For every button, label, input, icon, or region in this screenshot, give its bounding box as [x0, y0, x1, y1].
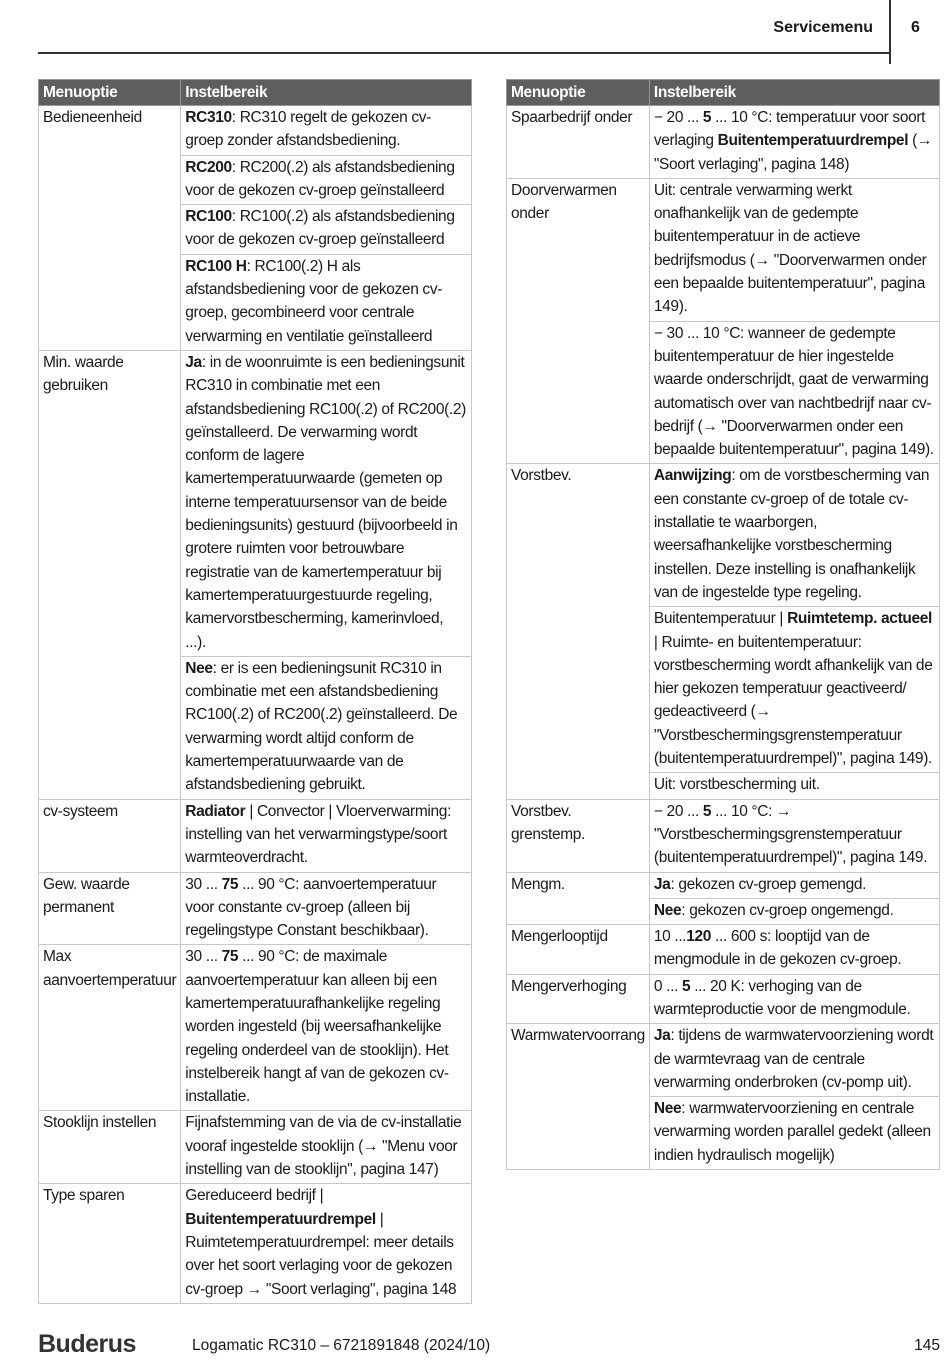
bold-value: RC200	[185, 158, 232, 176]
menu-option: Mengerlooptijd	[507, 925, 650, 975]
bold-value: 5	[702, 109, 712, 126]
bold-value: RC310	[185, 109, 232, 126]
text-segment: | Ruimtetemperatuurdrempel: meer details over het soort verlaging voor de gekozen cv-groep → "Soort verlaging", pagina 148	[185, 1210, 457, 1298]
bold-value: Buitentemperatuurdrempel	[717, 132, 909, 150]
text-segment: : RC310 regelt de gekozen cv-groep zonder afstandsbediening.	[185, 109, 431, 150]
setting-range	[181, 106, 472, 156]
header-title: Servicemenu	[773, 19, 873, 36]
bold-value: RC100 H	[185, 257, 247, 275]
menu-option: Gew. waarde permanent	[39, 872, 181, 945]
table-row	[507, 925, 940, 975]
setting-range	[649, 799, 939, 872]
menu-option: Max aanvoertemperatuur	[39, 945, 181, 1111]
table-row	[507, 106, 940, 179]
settings-table-right	[506, 79, 940, 1170]
text-segment: ... 600 s: looptijd van de mengmodule in de gekozen cv-groep.	[653, 928, 902, 969]
bold-value: Ja	[653, 875, 671, 893]
setting-range	[181, 205, 472, 255]
table-row	[39, 1184, 472, 1303]
setting-range	[649, 321, 939, 464]
text-segment: : RC200(.2) als afstandsbediening voor de gekozen cv-groep geïnstalleerd	[185, 158, 455, 199]
setting-range	[649, 872, 939, 898]
bold-value: 75	[221, 875, 239, 893]
table-header-row	[39, 80, 472, 106]
menu-option: Vorstbev.	[507, 464, 650, 799]
text-segment: : RC100(.2) H als afstandsbediening voor de gekozen cv-groep, gecombineerd voor centrale verwarming en ventilatie geïnstalleerd	[185, 257, 443, 345]
table-row	[39, 945, 472, 1111]
table-row	[507, 1024, 940, 1097]
footer-logo: Buderus	[38, 1330, 136, 1358]
menu-option: Doorverwarmen onder	[507, 178, 650, 464]
text-segment: 30 ...	[185, 948, 222, 966]
setting-range	[181, 350, 472, 656]
text-segment: ... 10 °C: → "Vorstbeschermingsgrenstemperatuur (buitentemperatuurdrempel)", pagina 149.	[653, 802, 928, 867]
menu-option: Warmwatervoorrang	[507, 1024, 650, 1170]
text-segment: ... 20 K: verhoging van de warmteproductie voor de mengmodule.	[653, 977, 911, 1018]
text-segment: | Ruimte- en buitentemperatuur: vorstbescherming wordt afhankelijk van de hier gekozen temperatuur geactiveerd/ gedeactiveerd (→ "Vorstbeschermingsgrenstemperatuur (buitentemperatuurdrempel)", pagina 149).	[653, 633, 933, 768]
setting-range	[181, 945, 472, 1111]
bold-value: 5	[681, 977, 691, 995]
table-row	[507, 974, 940, 1024]
menu-option: cv-systeem	[39, 799, 181, 872]
setting-range	[649, 178, 939, 321]
table-row	[39, 350, 472, 656]
text-segment: : RC100(.2) als afstandsbediening voor de gekozen cv-groep geïnstalleerd	[185, 208, 455, 249]
text-segment: ... 90 °C: aanvoertemperatuur voor constante cv-groep (alleen bij regelingstype Constant beschikbaar).	[185, 875, 437, 940]
setting-range	[649, 464, 939, 607]
menu-option: Stooklijn instellen	[39, 1111, 181, 1184]
menu-option: Mengm.	[507, 872, 650, 925]
setting-range	[181, 872, 472, 945]
table-row	[507, 799, 940, 872]
text-segment: ... 90 °C: de maximale aanvoertemperatuur kan alleen bij een kamertemperatuurafhankelijke regeling worden ingesteld (bij weersafhankelijke regeling onderdeel van de stooklijn). Het instelbereik hangt af van de gekozen cv-installatie.	[185, 948, 449, 1106]
chapter-tab	[889, 0, 940, 64]
column-header-range: Instelbereik	[181, 80, 472, 106]
text-segment: Gereduceerd bedrijf |	[185, 1187, 324, 1205]
setting-range	[649, 925, 939, 975]
bold-value: 75	[221, 948, 239, 966]
bold-value: Buitentemperatuurdrempel	[185, 1210, 376, 1228]
table-row	[507, 178, 940, 321]
text-segment: : om de vorstbescherming van een constante cv-groep of de totale cv-installatie te waarborgen, weersafhankelijke vorstbescherming instellen. Deze instelling is onafhankelijk van de ingestelde type regeling.	[653, 467, 930, 601]
text-segment: Fijnafstemming van de via de cv-installatie vooraf ingestelde stooklijn (→ "Menu voor instelling van de stooklijn", pagina 147)	[185, 1114, 462, 1179]
setting-range	[181, 1184, 472, 1303]
bold-value: Nee	[653, 901, 682, 919]
text-segment: (→ "Soort verlaging", pagina 148)	[653, 132, 933, 173]
table-row	[507, 464, 940, 607]
chapter-number: 6	[911, 19, 920, 36]
bold-value: Ja	[185, 353, 202, 371]
column-header-option: Menuoptie	[507, 80, 650, 106]
setting-range	[649, 106, 939, 179]
bold-value: Nee	[653, 1100, 682, 1118]
setting-range	[649, 607, 939, 773]
setting-range	[181, 254, 472, 350]
table-row	[39, 872, 472, 945]
table-row	[39, 1111, 472, 1184]
text-segment: Uit: vorstbescherming uit.	[653, 776, 820, 794]
header-rule	[38, 52, 890, 54]
text-segment: Uit: centrale verwarming werkt onafhankelijk van de gedempte buitentemperatuur in de actieve bedrijfsmodus (→ "Doorverwarmen onder een bepaalde buitentemperatuur", pagina 149).	[653, 181, 927, 316]
text-segment: : gekozen cv-groep gemengd.	[670, 875, 867, 893]
bold-value: Ja	[653, 1027, 671, 1045]
column-header-range: Instelbereik	[649, 80, 939, 106]
menu-option: Type sparen	[39, 1184, 181, 1303]
text-segment: 10 ...	[653, 928, 687, 946]
column-header-option: Menuoptie	[39, 80, 181, 106]
text-segment: 0 ...	[653, 977, 682, 995]
setting-range	[181, 1111, 472, 1184]
settings-table-left	[38, 79, 472, 1304]
footer-document: Logamatic RC310 – 6721891848 (2024/10)	[192, 1337, 491, 1354]
table-header-row	[507, 80, 940, 106]
bold-value: 5	[702, 802, 712, 820]
text-segment: : in de woonruimte is een bedieningsunit RC310 in combinatie met een afstandsbediening RC100(.2) of RC200(.2) geïnstalleerd. De verwarming wordt conform de lagere kamertemperatuurwaarde (gemeten op interne temperatuursensor van de beide bedieningsunits) gestuurd (bijvoorbeeld in grotere ruimten voor betrouwbare registratie van de kamertemperatuur bij kamertemperatuurgestuurde regeling, kamervorstbescherming, kamerinvloed, ...).	[185, 353, 466, 651]
menu-option: Vorstbev. grenstemp.	[507, 799, 650, 872]
text-segment: Buitentemperatuur |	[653, 610, 788, 628]
footer-page-number: 145	[914, 1337, 940, 1354]
setting-range	[649, 1097, 939, 1170]
text-segment: : tijdens de warmwatervoorziening wordt de warmtevraag van de centrale verwarming onderbroken (cv-pomp uit).	[653, 1027, 934, 1091]
table-row	[39, 799, 472, 872]
bold-value: Aanwijzing	[653, 467, 732, 485]
text-segment: − 20 ...	[653, 802, 703, 820]
bold-value: RC100	[185, 208, 232, 226]
setting-range	[181, 656, 472, 799]
setting-range	[649, 1024, 939, 1097]
setting-range	[649, 898, 939, 924]
text-segment: − 20 ...	[653, 109, 703, 126]
text-segment: 30 ...	[185, 875, 222, 893]
text-segment: − 30 ... 10 °C: wanneer de gedempte buitentemperatuur de hier ingestelde waarde onderschrijdt, gaat de verwarming automatisch over van nachtbedrijf naar cv-bedrijf (→ "Doorverwarmen onder een bepaalde buitentemperatuur", pagina 149).	[653, 324, 934, 459]
menu-option: Spaarbedrijf onder	[507, 106, 650, 179]
text-segment: : gekozen cv-groep ongemengd.	[681, 901, 894, 919]
table-row	[507, 872, 940, 898]
table-row	[39, 106, 472, 156]
bold-value: Radiator	[185, 802, 246, 820]
menu-option: Bedieneenheid	[39, 106, 181, 351]
menu-option: Min. waarde gebruiken	[39, 350, 181, 799]
text-segment: | Convector | Vloerverwarming: instelling van het verwarmingstype/soort warmteoverdracht.	[185, 802, 452, 867]
text-segment: ... 10 °C: temperatuur voor soort verlaging	[653, 109, 926, 150]
text-segment: : er is een bedieningsunit RC310 in combinatie met een afstandsbediening RC100(.2) of RC200(.2) geïnstalleerd. De verwarming wordt altijd conform de kamertemperatuurwaarde van de afstandsbediening gebruikt.	[185, 659, 458, 794]
setting-range	[649, 773, 939, 799]
setting-range	[181, 155, 472, 205]
menu-option: Mengerverhoging	[507, 974, 650, 1024]
text-segment: : warmwatervoorziening en centrale verwarming worden parallel gedekt (alleen indien hydraulisch mogelijk)	[653, 1100, 931, 1164]
bold-value: Nee	[185, 659, 213, 677]
setting-range	[181, 799, 472, 872]
setting-range	[649, 974, 939, 1024]
bold-value: Ruimtetemp. actueel	[787, 610, 933, 628]
bold-value: 120	[686, 928, 712, 946]
